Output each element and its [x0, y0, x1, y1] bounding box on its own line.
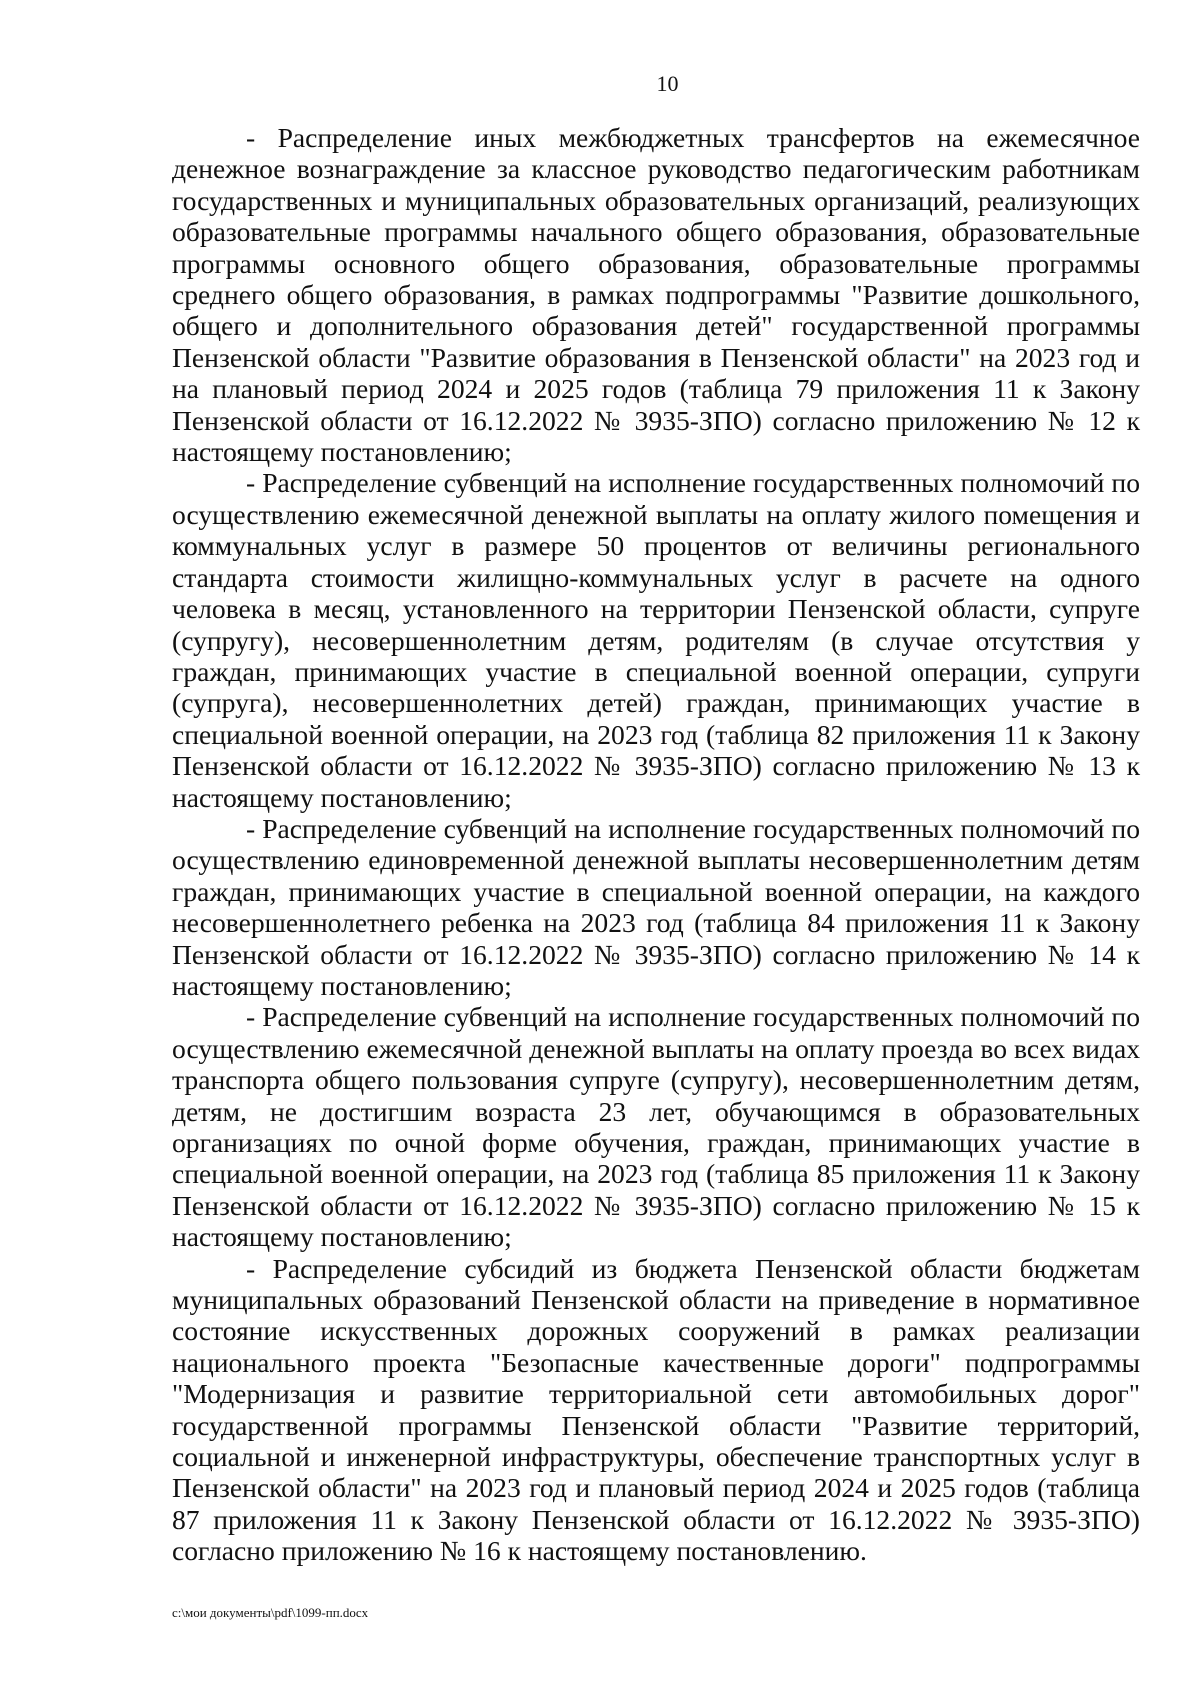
footer-file-path: c:\мои документы\pdf\1099-пп.docx	[172, 1605, 369, 1620]
document-body	[172, 122, 1140, 1567]
paragraph-appendix-16: - Распределение субсидий из бюджета Пензенской области бюджетам муниципальных образований Пензенской области на приведение в нормативное состояние искусственных дорожных сооружений в рамках реализации национального проекта "Безопасные качественные дороги" подпрограммы "Модернизация и развитие территориальной сети автомобильных дорог" государственной программы Пензенской области "Развитие территорий, социальной и инженерной инфраструктуры, обеспечение транспортных услуг в Пензенской области" на 2023 год и плановый период 2024 и 2025 годов (таблица 87 приложения 11 к Закону Пензенской области от 16.12.2022 № 3935-ЗПО) согласно приложению № 16 к настоящему постановлению.	[172, 1252, 1140, 1567]
paragraph-appendix-13: - Распределение субвенций на исполнение государственных полномочий по осуществлению ежемесячной денежной выплаты на оплату жилого помещения и коммунальных услуг в размере 50 процентов от величины регионального стандарта стоимости жилищно-коммунальных услуг в расчете на одного человека в месяц, установленного на территории Пензенской области, супруге (супругу), несовершеннолетним детям, родителям (в случае отсутствия у граждан, принимающих участие в специальной военной операции, супруги (супруга), несовершеннолетних детей) граждан, принимающих участие в специальной военной операции, на 2023 год (таблица 82 приложения 11 к Закону Пензенской области от 16.12.2022 № 3935-ЗПО) согласно приложению № 13 к настоящему постановлению;	[172, 467, 1140, 813]
paragraph-appendix-14: - Распределение субвенций на исполнение государственных полномочий по осуществлению единовременной денежной выплаты несовершеннолетним детям граждан, принимающих участие в специальной военной операции, на каждого несовершеннолетнего ребенка на 2023 год (таблица 84 приложения 11 к Закону Пензенской области от 16.12.2022 № 3935-ЗПО) согласно приложению № 14 к настоящему постановлению;	[172, 812, 1140, 1001]
paragraph-appendix-15: - Распределение субвенций на исполнение государственных полномочий по осуществлению ежемесячной денежной выплаты на оплату проезда во всех видах транспорта общего пользования супруге (супругу), несовершеннолетним детям, детям, не достигшим возраста 23 лет, обучающимся в образовательных организациях по очной форме обучения, граждан, принимающих участие в специальной военной операции, на 2023 год (таблица 85 приложения 11 к Закону Пензенской области от 16.12.2022 № 3935-ЗПО) согласно приложению № 15 к настоящему постановлению;	[172, 1001, 1140, 1253]
paragraph-appendix-12: - Распределение иных межбюджетных трансфертов на ежемесячное денежное вознаграждение за классное руководство педагогическим работникам государственных и муниципальных образовательных организаций, реализующих образовательные программы начального общего образования, образовательные программы основного общего образования, образовательные программы среднего общего образования, в рамках подпрограммы "Развитие дошкольного, общего и дополнительного образования детей" государственной программы Пензенской области "Развитие образования в Пензенской области" на 2023 год и на плановый период 2024 и 2025 годов (таблица 79 приложения 11 к Закону Пензенской области от 16.12.2022 № 3935-ЗПО) согласно приложению № 12 к настоящему постановлению;	[172, 122, 1140, 468]
page-number: 10	[656, 71, 679, 96]
